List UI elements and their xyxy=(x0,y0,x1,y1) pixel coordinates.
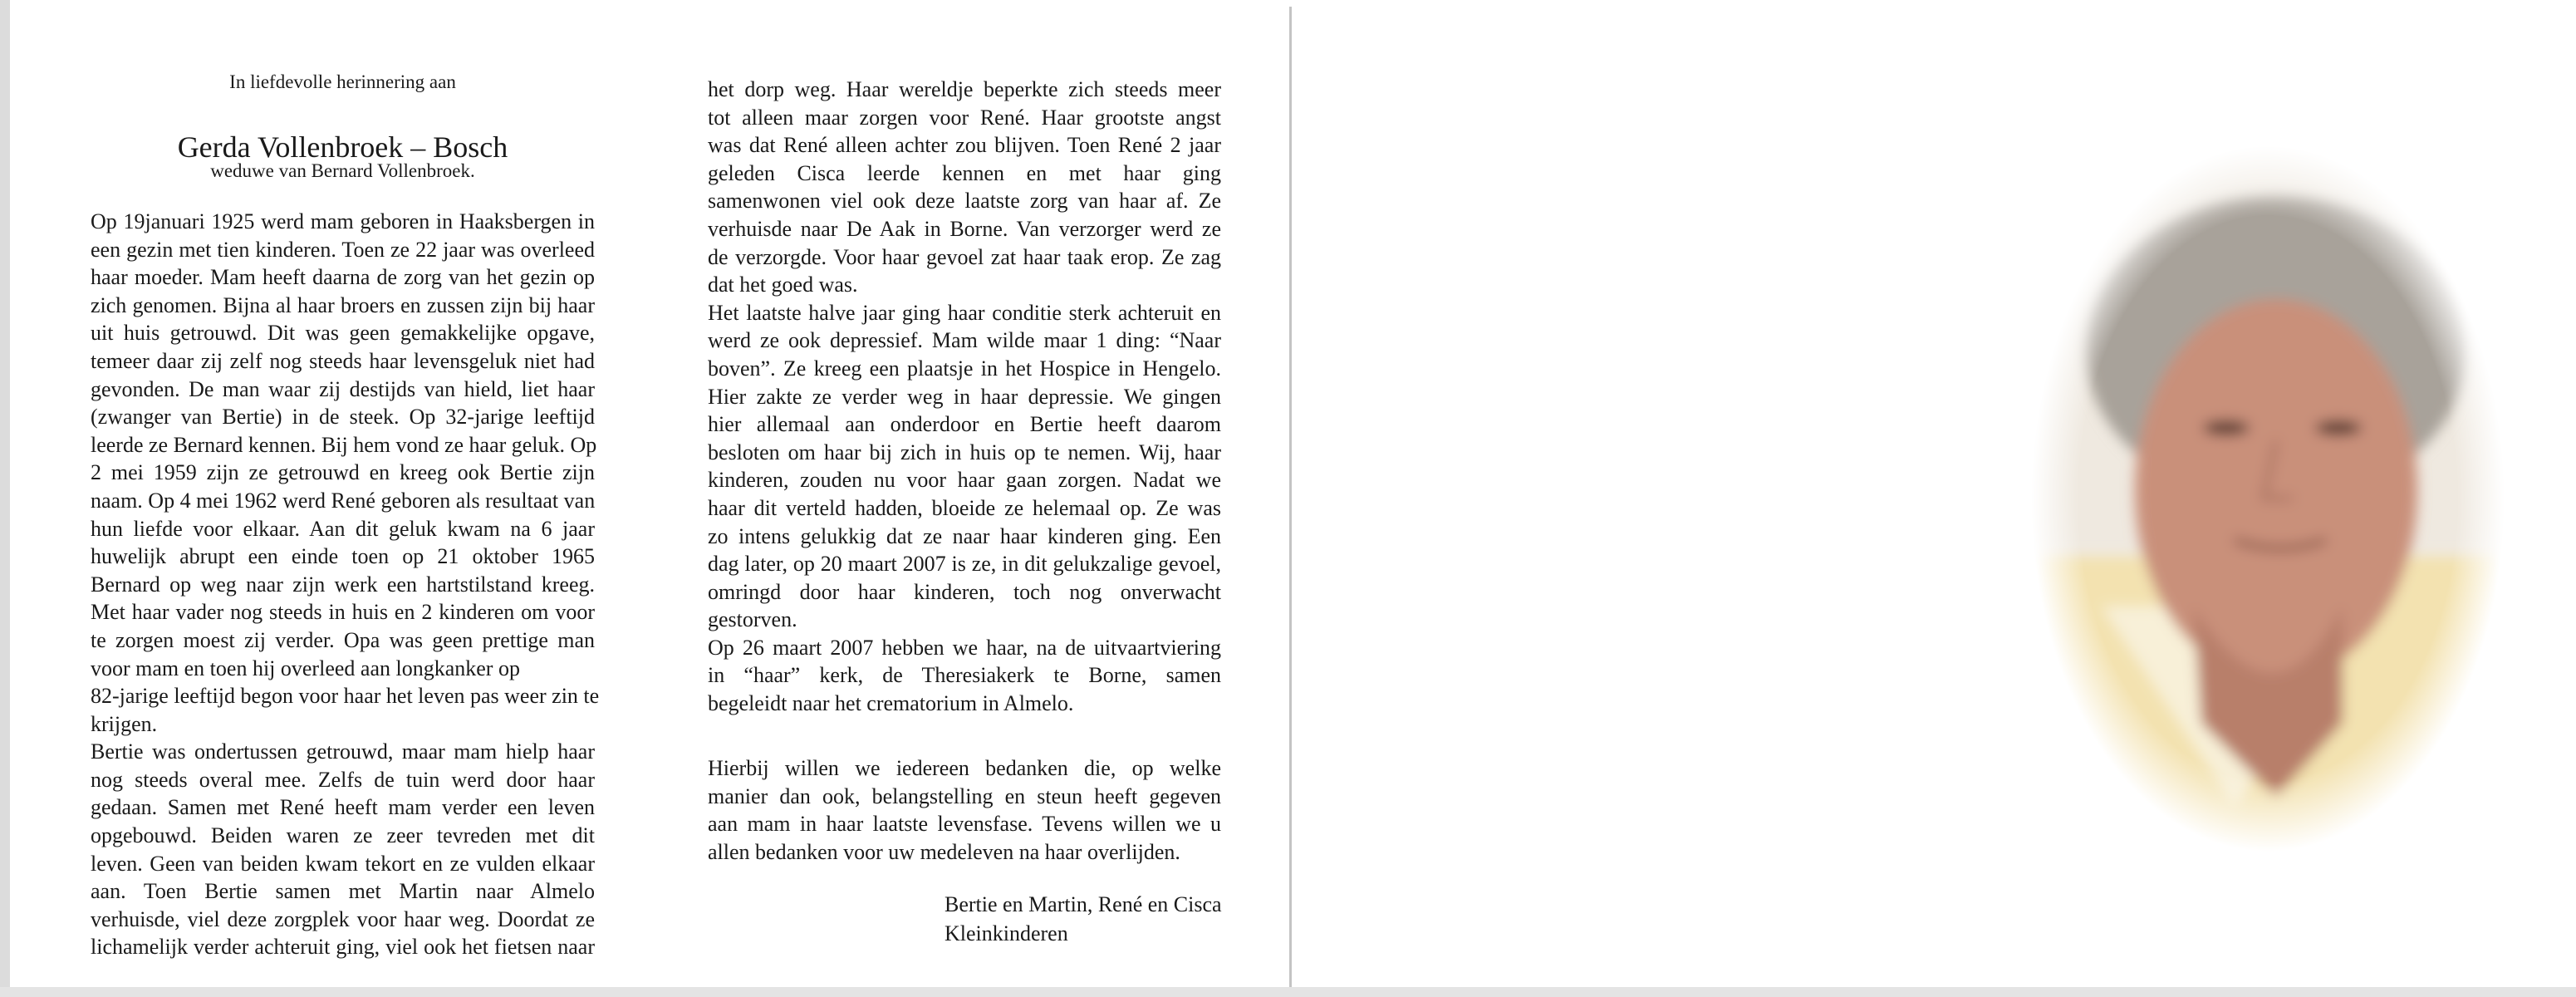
text-line: Op 26 maart 2007 hebben we haar, na de uitvaartviering xyxy=(708,635,1221,660)
text-line: de verzorgde. Voor haar gevoel zat haar taak erop. Ze zag xyxy=(708,244,1221,269)
text-line: tot alleen maar zorgen voor René. Haar grootste angst xyxy=(708,105,1221,130)
text-line: hun liefde voor elkaar. Aan dit geluk kwam na 6 jaar xyxy=(91,516,595,541)
text-line: aan mam in haar laatste levensfase. Tevens willen we u xyxy=(708,812,1221,837)
text-line: uit huis getrouwd. Dit was geen gemakkelijke opgave, xyxy=(91,321,595,346)
text-line: Hier zakte ze verder weg in haar depressie. We gingen xyxy=(708,384,1221,409)
paragraph xyxy=(708,76,1221,299)
text-line: in “haar” kerk, de Theresiakerk te Borne, samen xyxy=(708,663,1221,688)
signature xyxy=(945,890,1222,948)
text-line: naam. Op 4 mei 1962 werd René geboren als resultaat van xyxy=(91,488,596,513)
text-line: te zorgen moest zij verder. Opa was geen prettige man xyxy=(91,627,595,652)
left-column-text xyxy=(91,208,600,961)
text-line: (zwanger van Bertie) in de steek. Op 32-jarige leeftijd xyxy=(91,405,595,430)
deceased-name: Gerda Vollenbroek – Bosch xyxy=(177,130,508,164)
text-line: gestorven. xyxy=(708,607,797,632)
text-line: verhuisde naar De Aak in Borne. Van verzorger werd ze xyxy=(708,216,1221,241)
scan-edge-left xyxy=(0,0,10,997)
paragraph xyxy=(708,299,1221,634)
text-line: verhuisde, viel deze zorgplek voor haar weg. Doordat ze xyxy=(91,906,595,931)
text-line: hier allemaal aan onderdoor en Bertie heeft daarom xyxy=(708,412,1221,437)
text-line: aan. Toen Bertie samen met Martin naar Almelo xyxy=(91,879,595,904)
text-line: gevonden. De man waar zij destijds van hield, liet haar xyxy=(91,376,595,401)
paragraph xyxy=(91,208,595,682)
intro-line: In liefdevolle herinnering aan xyxy=(229,71,456,92)
text-line: lichamelijk verder achteruit ging, viel ook het fietsen naar xyxy=(91,935,595,960)
text-line: werd ze ook depressief. Mam wilde maar 1 ding: “Naar xyxy=(708,328,1221,353)
paragraph xyxy=(91,682,600,738)
text-line: Met haar vader nog steeds in huis en 2 kinderen om voor xyxy=(91,600,595,625)
scan-edge-bottom xyxy=(0,987,2576,997)
text-line: Op 19januari 1925 werd mam geboren in Haaksbergen in xyxy=(91,209,595,233)
text-line: geleden Cisca leerde kennen en met haar ging xyxy=(708,160,1221,185)
widow-of-line: weduwe van Bernard Vollenbroek. xyxy=(210,160,475,181)
text-line: krijgen. xyxy=(91,711,158,736)
text-line: dat het goed was. xyxy=(708,273,858,297)
face xyxy=(2135,299,2417,681)
signature-grandchildren: Kleinkinderen xyxy=(945,921,1068,945)
text-line: haar dit verteld hadden, bloeide ze helemaal op. Ze was xyxy=(708,495,1221,520)
paragraph xyxy=(91,738,595,961)
middle-column-text xyxy=(708,76,1221,718)
text-line: Bernard op weg naar zijn werk een hartstilstand kreeg. xyxy=(91,572,595,597)
text-line: kinderen, zouden nu voor haar gaan zorgen. Nadat we xyxy=(708,468,1221,493)
text-line: haar moeder. Mam heeft daarna de zorg van het gezin op xyxy=(91,265,595,290)
text-line: zich genomen. Bijna al haar broers en zussen zijn bij haar xyxy=(91,292,595,317)
text-line: nog steeds overal mee. Zelfs de tuin werd door haar xyxy=(91,767,595,792)
text-line: 2 mei 1959 zijn ze getrouwd en kreeg ook Bertie zijn xyxy=(91,460,595,485)
text-line: een gezin met tien kinderen. Toen ze 22 jaar was overleed xyxy=(91,237,595,262)
card-fold-line xyxy=(1289,7,1292,987)
text-line: het dorp weg. Haar wereldje beperkte zich steeds meer xyxy=(708,77,1221,101)
text-line: manier dan ook, belangstelling en steun heeft gegeven xyxy=(708,783,1221,808)
text-line: leerde ze Bernard kennen. Bij hem vond ze haar geluk. Op xyxy=(91,432,597,457)
text-line: 82-jarige leeftijd begon voor haar het leven pas weer zin te xyxy=(91,684,600,709)
text-line: zo intens gelukkig dat ze naar haar kinderen ging. Een xyxy=(708,523,1221,548)
text-line: boven”. Ze kreeg een plaatsje in het Hospice in Hengelo. xyxy=(708,356,1221,381)
text-line: begeleidt naar het crematorium in Almelo. xyxy=(708,691,1074,716)
text-line: opgebouwd. Beiden waren ze zeer tevreden met dit xyxy=(91,823,595,848)
text-line: temeer daar zij zelf nog steeds haar levensgeluk niet had xyxy=(91,348,595,373)
text-line: besloten om haar bij zich in huis op te nemen. Wij, haar xyxy=(708,440,1221,464)
text-line: was dat René alleen achter zou blijven. Toen René 2 jaar xyxy=(708,133,1221,158)
text-line: gedaan. Samen met René heeft mam verder een leven xyxy=(91,795,595,820)
signature-family: Bertie en Martin, René en Cisca xyxy=(945,892,1222,916)
text-line: Hierbij willen we iedereen bedanken die, op welke xyxy=(708,756,1221,780)
text-line: voor mam en toen hij overleed aan longkanker op xyxy=(91,656,520,680)
text-line: allen bedanken voor uw medeleven na haar overlijden. xyxy=(708,839,1180,864)
thanks-paragraph xyxy=(708,754,1221,866)
text-line: samenwonen viel ook deze laatste zorg van haar af. Ze xyxy=(708,189,1221,214)
text-line: dag later, op 20 maart 2007 is ze, in dit gelukzalige gevoel, xyxy=(708,552,1221,577)
text-line: Bertie was ondertussen getrouwd, maar mam hielp haar xyxy=(91,739,595,764)
text-line: huwelijk abrupt een einde toen op 21 oktober 1965 xyxy=(91,544,595,569)
text-line: omringd door haar kinderen, toch nog onverwacht xyxy=(708,579,1221,604)
text-line: leven. Geen van beiden kwam tekort en ze vulden elkaar xyxy=(91,851,595,876)
text-line: Het laatste halve jaar ging haar conditie sterk achteruit en xyxy=(708,300,1221,325)
paragraph xyxy=(708,634,1221,718)
portrait-photo xyxy=(2027,141,2509,856)
